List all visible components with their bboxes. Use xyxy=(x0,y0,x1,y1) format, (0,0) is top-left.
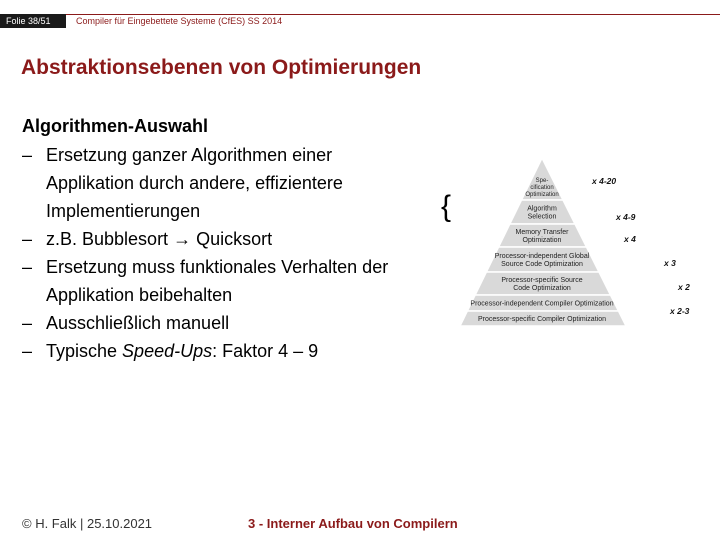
pyramid-level-label: Processor-specific Compiler Optimization xyxy=(478,315,606,323)
pyramid-level-label: Source Code Optimization xyxy=(501,260,583,268)
bullet-dash: – xyxy=(22,145,33,165)
pyramid-level-label: Spe- xyxy=(535,178,549,184)
bullet-item xyxy=(22,141,422,225)
bullet-dash: – xyxy=(22,341,33,361)
bullet-item xyxy=(22,309,422,337)
bullet-item xyxy=(22,337,422,365)
pyramid-level-label: Algorithm xyxy=(527,205,557,213)
footer-author: © H. Falk | 25.10.2021 xyxy=(22,516,153,531)
slide-content xyxy=(22,112,422,365)
slide-header xyxy=(0,0,720,30)
slide-number: Folie 38/51 xyxy=(0,14,66,28)
bullet-text-before: Typische xyxy=(46,341,123,361)
course-title: Compiler für Eingebettete Systeme (CfES) SS 2014 xyxy=(76,16,283,26)
speedup-factor-label: x 4-9 xyxy=(616,212,636,222)
bullet-item xyxy=(22,253,422,309)
bullet-text: Ersetzung muss funktionales Verhalten der Applikation beibehalten xyxy=(46,257,389,305)
bullet-text: Ersetzung ganzer Algorithmen einer Applikation durch andere, effizientere Implementierungen xyxy=(46,145,343,221)
bullet-dash: – xyxy=(22,229,33,249)
speedup-factor-label: x 2 xyxy=(678,282,690,292)
speedup-factor-label: x 4-20 xyxy=(592,176,617,186)
bullet-item xyxy=(22,225,422,253)
bullet-list xyxy=(22,141,422,365)
slide-title: Abstraktionsebenen von Optimierungen xyxy=(21,56,422,79)
bullet-text: z.B. Bubblesort → Quicksort xyxy=(46,229,273,249)
footer-chapter: 3 - Interner Aufbau von Compilern xyxy=(248,516,458,531)
bullet-text-after: : Faktor 4 – 9 xyxy=(212,341,319,361)
pyramid-level-label: Selection xyxy=(527,213,557,221)
pyramid-level-label: Processor-independent Compiler Optimization xyxy=(470,300,614,308)
speedup-factor-label: x 4 xyxy=(624,234,636,244)
pyramid-level-label: Memory Transfer xyxy=(515,228,569,236)
bullet-text: Ausschließlich manuell xyxy=(46,313,230,333)
speedup-factor-label: x 2-3 xyxy=(670,306,690,316)
pyramid-level-label: Optimization xyxy=(525,192,559,198)
optimization-pyramid xyxy=(456,150,700,335)
pyramid-level-label: Optimization xyxy=(522,236,562,244)
pyramid-level-label: cification xyxy=(530,185,554,191)
pyramid-level-label: Code Optimization xyxy=(513,284,571,292)
bullet-text-italic: Speed-Ups xyxy=(122,341,213,361)
curly-brace: { xyxy=(441,190,452,223)
content-heading: Algorithmen-Auswahl xyxy=(22,116,209,136)
pyramid-level-label: Processor-specific Source xyxy=(501,276,583,284)
speedup-factor-label: x 3 xyxy=(664,258,676,268)
bullet-dash: – xyxy=(22,257,33,277)
bullet-dash: – xyxy=(22,313,33,333)
pyramid-level-label: Processor-independent Global xyxy=(494,252,590,260)
